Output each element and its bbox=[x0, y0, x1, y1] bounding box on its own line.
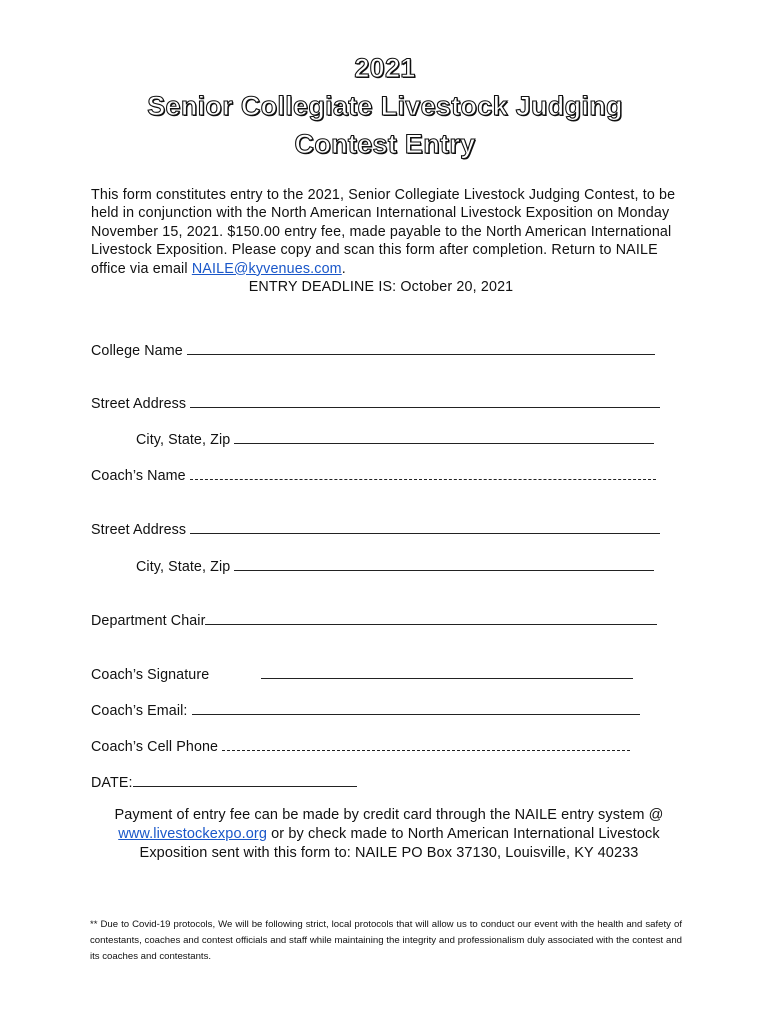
street-address-2-label: Street Address bbox=[91, 522, 187, 538]
date-field[interactable] bbox=[91, 772, 357, 792]
entry-deadline: ENTRY DEADLINE IS: October 20, 2021 bbox=[248, 279, 514, 296]
college-name-line[interactable] bbox=[187, 340, 655, 355]
department-chair-label: Department Chair bbox=[91, 613, 206, 629]
intro-paragraph bbox=[91, 186, 691, 296]
date-label: DATE: bbox=[91, 775, 133, 791]
coach-cell-label: Coach’s Cell Phone bbox=[91, 739, 219, 755]
city-state-zip-1-field[interactable] bbox=[136, 429, 654, 449]
coach-cell-field[interactable] bbox=[91, 736, 630, 756]
coach-name-line[interactable] bbox=[190, 465, 656, 480]
payment-paragraph bbox=[90, 806, 688, 863]
intro-period: . bbox=[341, 260, 346, 277]
intro-text: This form constitutes entry to the 2021, Senior Collegiate Livestock Judging Contest, to be held in conjunction with the North American International Livestock Exposition on Monday November 15, 2021. $150.00 entry fee, made payable to the North American International Livestock Exposition. Please copy and scan this form after completion. Return to NAILE office via email bbox=[91, 187, 676, 277]
form-subtitle: Contest Entry bbox=[294, 129, 476, 159]
street-address-2-field[interactable] bbox=[91, 519, 660, 539]
street-address-1-line[interactable] bbox=[190, 393, 660, 408]
street-address-1-field[interactable] bbox=[91, 393, 660, 413]
payment-text-1: Payment of entry fee can be made by credit card through the NAILE entry system @ bbox=[114, 807, 664, 823]
coach-name-field[interactable] bbox=[91, 465, 656, 485]
city-state-zip-1-line[interactable] bbox=[234, 429, 654, 444]
coach-email-line[interactable] bbox=[192, 700, 640, 715]
coach-cell-line[interactable] bbox=[222, 736, 630, 751]
coach-email-label: Coach’s Email: bbox=[91, 703, 188, 719]
city-state-zip-2-label: City, State, Zip bbox=[136, 559, 231, 575]
city-state-zip-2-line[interactable] bbox=[234, 556, 654, 571]
street-address-2-line[interactable] bbox=[190, 519, 660, 534]
form-year: 2021 bbox=[354, 53, 416, 83]
email-link[interactable]: NAILE@kyvenues.com bbox=[191, 260, 342, 277]
coach-name-label: Coach’s Name bbox=[91, 468, 186, 484]
coach-signature-line[interactable] bbox=[261, 664, 633, 679]
payment-text-2: or by check made to North American International Livestock Exposition sent with this form to: NAILE PO Box 37130, Louisville, KY 40233 bbox=[139, 826, 660, 861]
covid-note: ** Due to Covid-19 protocols, We will be following strict, local protocols that will allow us to conduct our event with the health and safety of contestants, coaches and contest officials and staff while maintaining the integrity and professionalism duly associated with the contest and its coaches and contestants. bbox=[90, 919, 682, 962]
department-chair-field[interactable] bbox=[91, 610, 657, 630]
form-title: Senior Collegiate Livestock Judging bbox=[147, 91, 623, 121]
coach-email-field[interactable] bbox=[91, 700, 640, 720]
website-link[interactable]: www.livestockexpo.org bbox=[118, 826, 267, 842]
date-line[interactable] bbox=[133, 772, 357, 787]
coach-signature-field[interactable] bbox=[91, 664, 633, 684]
street-address-1-label: Street Address bbox=[91, 396, 187, 412]
college-name-label: College Name bbox=[91, 343, 183, 359]
city-state-zip-2-field[interactable] bbox=[136, 556, 654, 576]
college-name-field[interactable] bbox=[91, 340, 655, 360]
coach-signature-label: Coach’s Signature bbox=[91, 667, 210, 683]
department-chair-line[interactable] bbox=[205, 610, 657, 625]
city-state-zip-1-label: City, State, Zip bbox=[136, 432, 231, 448]
